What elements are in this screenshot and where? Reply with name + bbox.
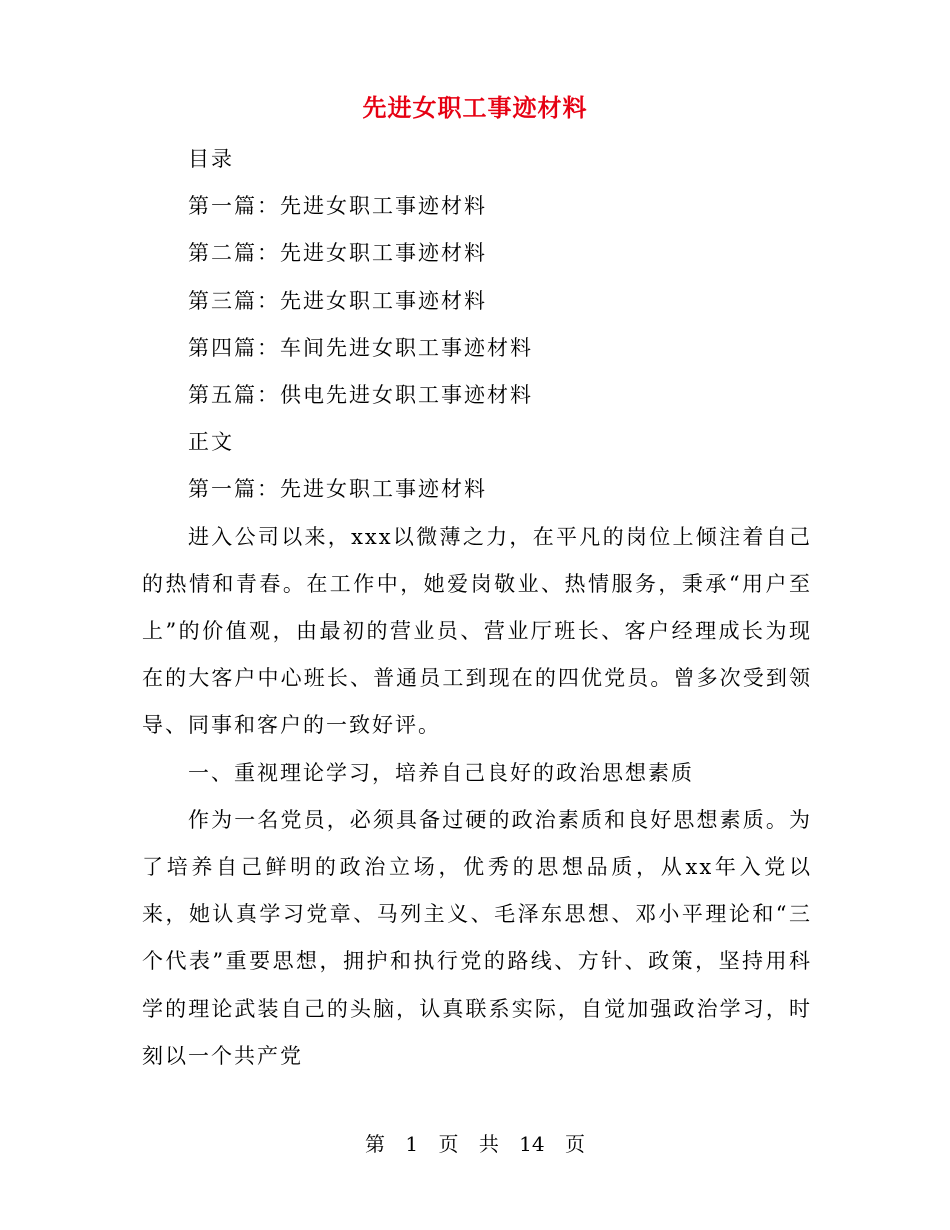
body-paragraph: 进入公司以来，xxx以微薄之力，在平凡的岗位上倾注着自己的热情和青春。在工作中，她爱岗敬业、热情服务，秉承“用户至上”的价值观，由最初的营业员、营业厅班长、客户经理成长为现在的大客户中心班长、普通员工到现在的四优党员。曾多次受到领导、同事和客户的一致好评。 (142, 524, 812, 738)
toc-item-1: 第一篇：先进女职工事迹材料 (188, 194, 487, 219)
footer-label-page: 第 (365, 1132, 385, 1156)
toc-item-4: 第四篇：车间先进女职工事迹材料 (188, 335, 533, 360)
section-heading: 一、重视理论学习，培养自己良好的政治思想素质 (188, 760, 694, 785)
footer-label-total: 共 (478, 1132, 499, 1156)
document-content (142, 136, 812, 1080)
footer-total-pages: 14 (519, 1132, 545, 1156)
section-paragraph: 作为一名党员，必须具备过硬的政治素质和良好思想素质。为了培养自己鲜明的政治立场，优秀的思想品质，从xx年入党以来，她认真学习党章、马列主义、毛泽东思想、邓小平理论和“三个代表”重要思想，拥护和执行党的路线、方针、政策，坚持用科学的理论武装自己的头脑，认真联系实际，自觉加强政治学习，时刻以一个共产党 (142, 807, 812, 1068)
footer-label-page-unit: 页 (438, 1132, 459, 1156)
toc-item-2: 第二篇：先进女职工事迹材料 (188, 241, 487, 266)
body-heading: 正文 (188, 430, 234, 455)
chapter-title: 第一篇：先进女职工事迹材料 (188, 477, 487, 502)
page-footer (0, 1128, 950, 1157)
toc-heading: 目录 (188, 147, 234, 171)
document-title: 先进女职工事迹材料 (362, 93, 588, 122)
toc-item-5: 第五篇：供电先进女职工事迹材料 (188, 383, 533, 408)
toc-item-3: 第三篇：先进女职工事迹材料 (188, 288, 487, 313)
footer-current-page: 1 (405, 1132, 419, 1156)
footer-label-total-unit: 页 (564, 1132, 585, 1156)
